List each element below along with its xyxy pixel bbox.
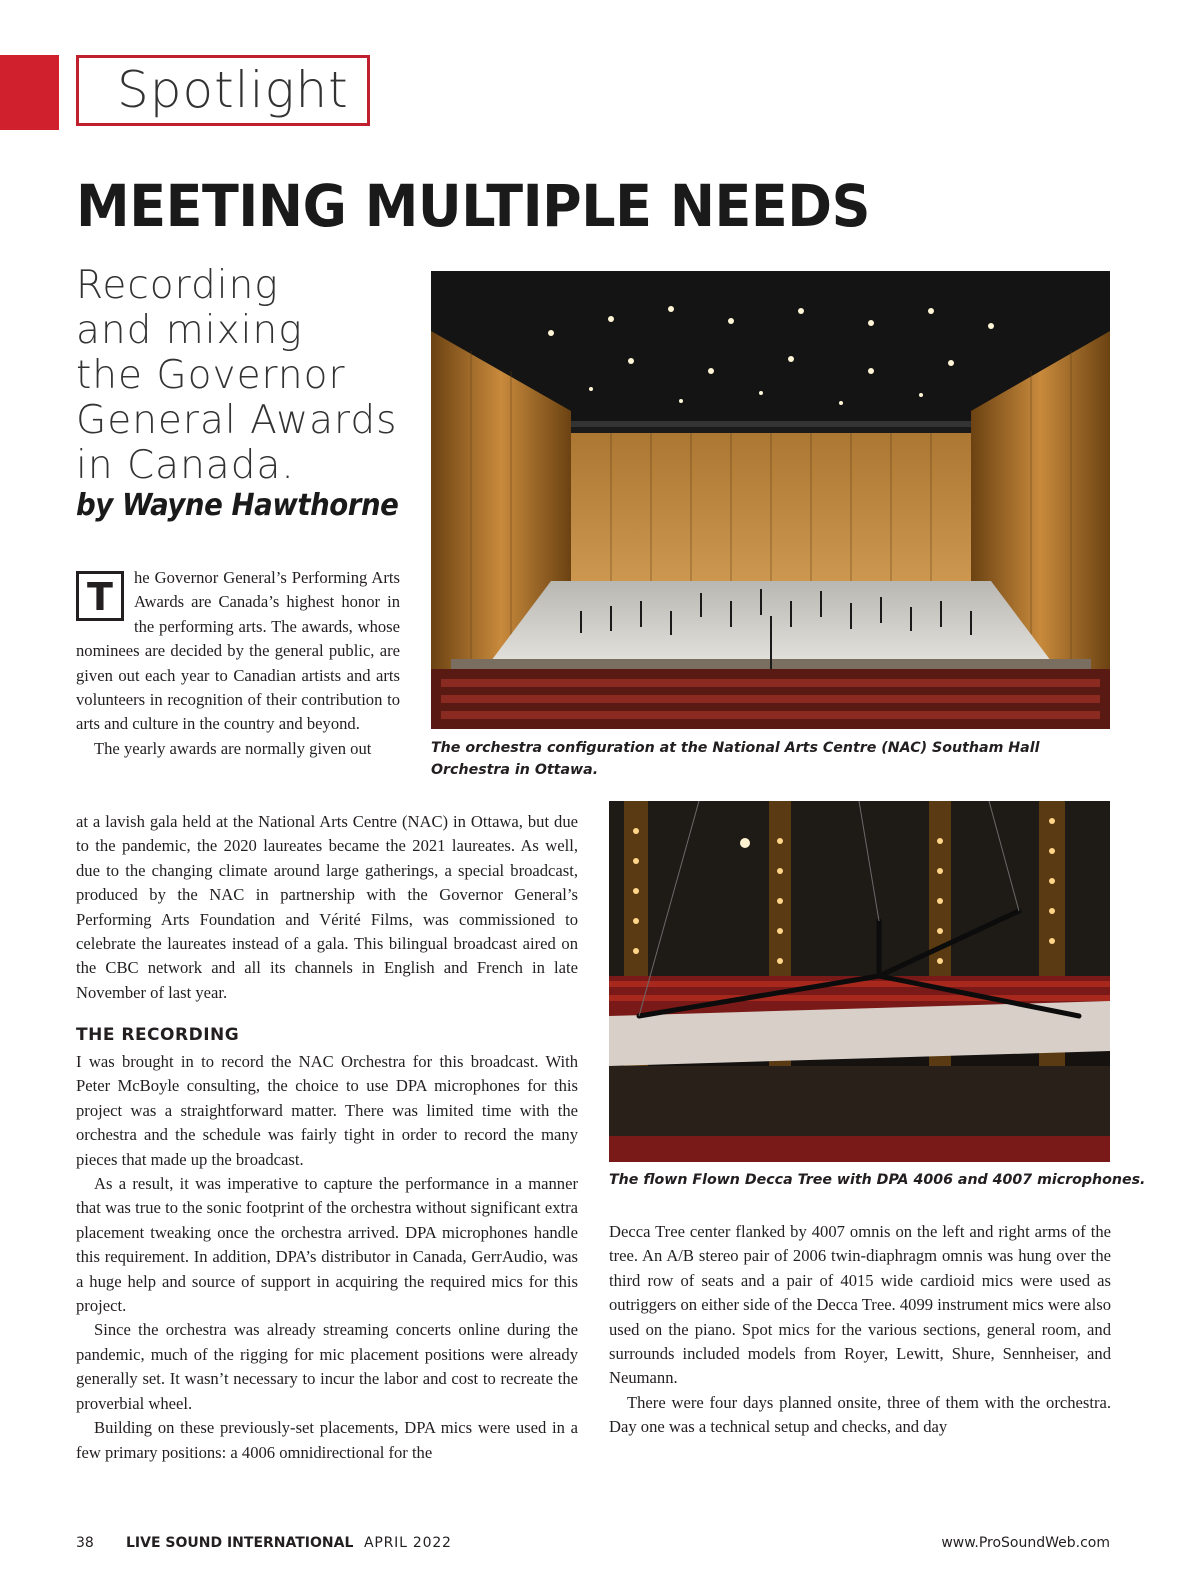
deck-line: Recording bbox=[76, 263, 279, 308]
continued-paragraph: There were four days planned onsite, three of them with the orchestra. Day one was a technical setup and checks, and day bbox=[609, 1392, 1111, 1437]
deck-line: and mixing bbox=[76, 308, 303, 353]
intro-paragraph-2-start: The yearly awards are normally given out bbox=[94, 738, 372, 758]
deck-line: the Governor bbox=[76, 353, 346, 398]
page-number: 38 bbox=[76, 1535, 94, 1551]
section-label-box bbox=[76, 55, 370, 126]
recording-paragraph: Since the orchestra was already streaming concerts online during the pandemic, much of the rigging for mic placement positions were already generally set. It wasn’t necessary to incur the labor and cost to recreate the proverbial wheel. bbox=[76, 1320, 578, 1413]
drop-cap: T bbox=[76, 571, 124, 621]
photo-decca-tree bbox=[609, 801, 1110, 1162]
deck bbox=[76, 263, 416, 488]
intro-paragraph bbox=[76, 566, 400, 737]
issue-date: APRIL 2022 bbox=[364, 1535, 452, 1551]
photo-orchestra-caption: The orchestra configuration at the National Arts Centre (NAC) Southam Hall Orchestra in Ottawa. bbox=[431, 740, 1040, 778]
recording-paragraph: As a result, it was imperative to capture the performance in a manner that was true to the sonic footprint of the orchestra without significant extra placement tweaking once the orchestra arrived. DPA microphones handle this requirement. In addition, DPA’s distributor in Canada, GerrAudio, was a huge help and source of support in acquiring the required mics for this project. bbox=[76, 1174, 578, 1316]
headline: MEETING MULTIPLE NEEDS bbox=[76, 172, 870, 240]
intro-column bbox=[76, 566, 400, 761]
subheading-recording: THE RECORDING bbox=[76, 1025, 240, 1045]
intro-text: he Governor General’s Performing Arts Awards are Canada’s highest honor in the performing arts. The awards, whose nominees are decided by the general public, are given out each year to Canadian artists and arts volunteers in recognition of their contribution to arts and culture in the country and beyond. bbox=[76, 568, 400, 734]
intro-paragraph-2-rest: at a lavish gala held at the National Arts Centre (NAC) in Ottawa, but due to the pandemic, the 2020 laureates became the 2021 laureates. As well, due to the changing climate around large gatherings, a special broadcast, produced by the NAC in partnership with the Governor General’s Performing Arts Foundation and Vérité Films, was commissioned to celebrate the laureates instead of a gala. This bilingual broadcast aired on the CBC network and all its channels in English and French in late November of last year. bbox=[76, 812, 578, 1002]
deck-line: General Awards bbox=[76, 398, 398, 443]
photo-decca-caption: The flown Flown Decca Tree with DPA 4006 and 4007 microphones. bbox=[609, 1172, 1146, 1188]
recording-paragraph: I was brought in to record the NAC Orchestra for this broadcast. With Peter McBoyle consulting, the choice to use DPA microphones for this project was a straightforward matter. There was limited time with the orchestra and the schedule was fairly tight in order to record the many pieces that made up the broadcast. bbox=[76, 1052, 578, 1169]
continued-column bbox=[609, 1220, 1111, 1440]
deck-line: in Canada. bbox=[76, 443, 295, 488]
intro-continued bbox=[76, 810, 578, 1005]
photo-orchestra-stage bbox=[431, 271, 1110, 729]
byline: by Wayne Hawthorne bbox=[76, 488, 399, 523]
continued-paragraph: Decca Tree center flanked by 4007 omnis on the left and right arms of the tree. An A/B stereo pair of 2006 twin-diaphragm omnis was hung over the third row of seats and a pair of 4015 wide cardioid mics were used as outriggers on either side of the Decca Tree. 4099 instrument mics were also used on the piano. Spot mics for the various sections, general room, and surrounds included models from Royer, Lewitt, Shure, Sennheiser, and Neumann. bbox=[609, 1222, 1111, 1388]
website-url: www.ProSoundWeb.com bbox=[941, 1535, 1110, 1551]
section-accent-bar bbox=[0, 55, 59, 130]
section-label: Spotlight bbox=[117, 61, 349, 119]
recording-paragraph: Building on these previously-set placements, DPA mics were used in a few primary positions: a 4006 omnidirectional for the bbox=[76, 1418, 578, 1462]
recording-column bbox=[76, 1050, 578, 1465]
publication-name: LIVE SOUND INTERNATIONAL bbox=[126, 1535, 354, 1551]
